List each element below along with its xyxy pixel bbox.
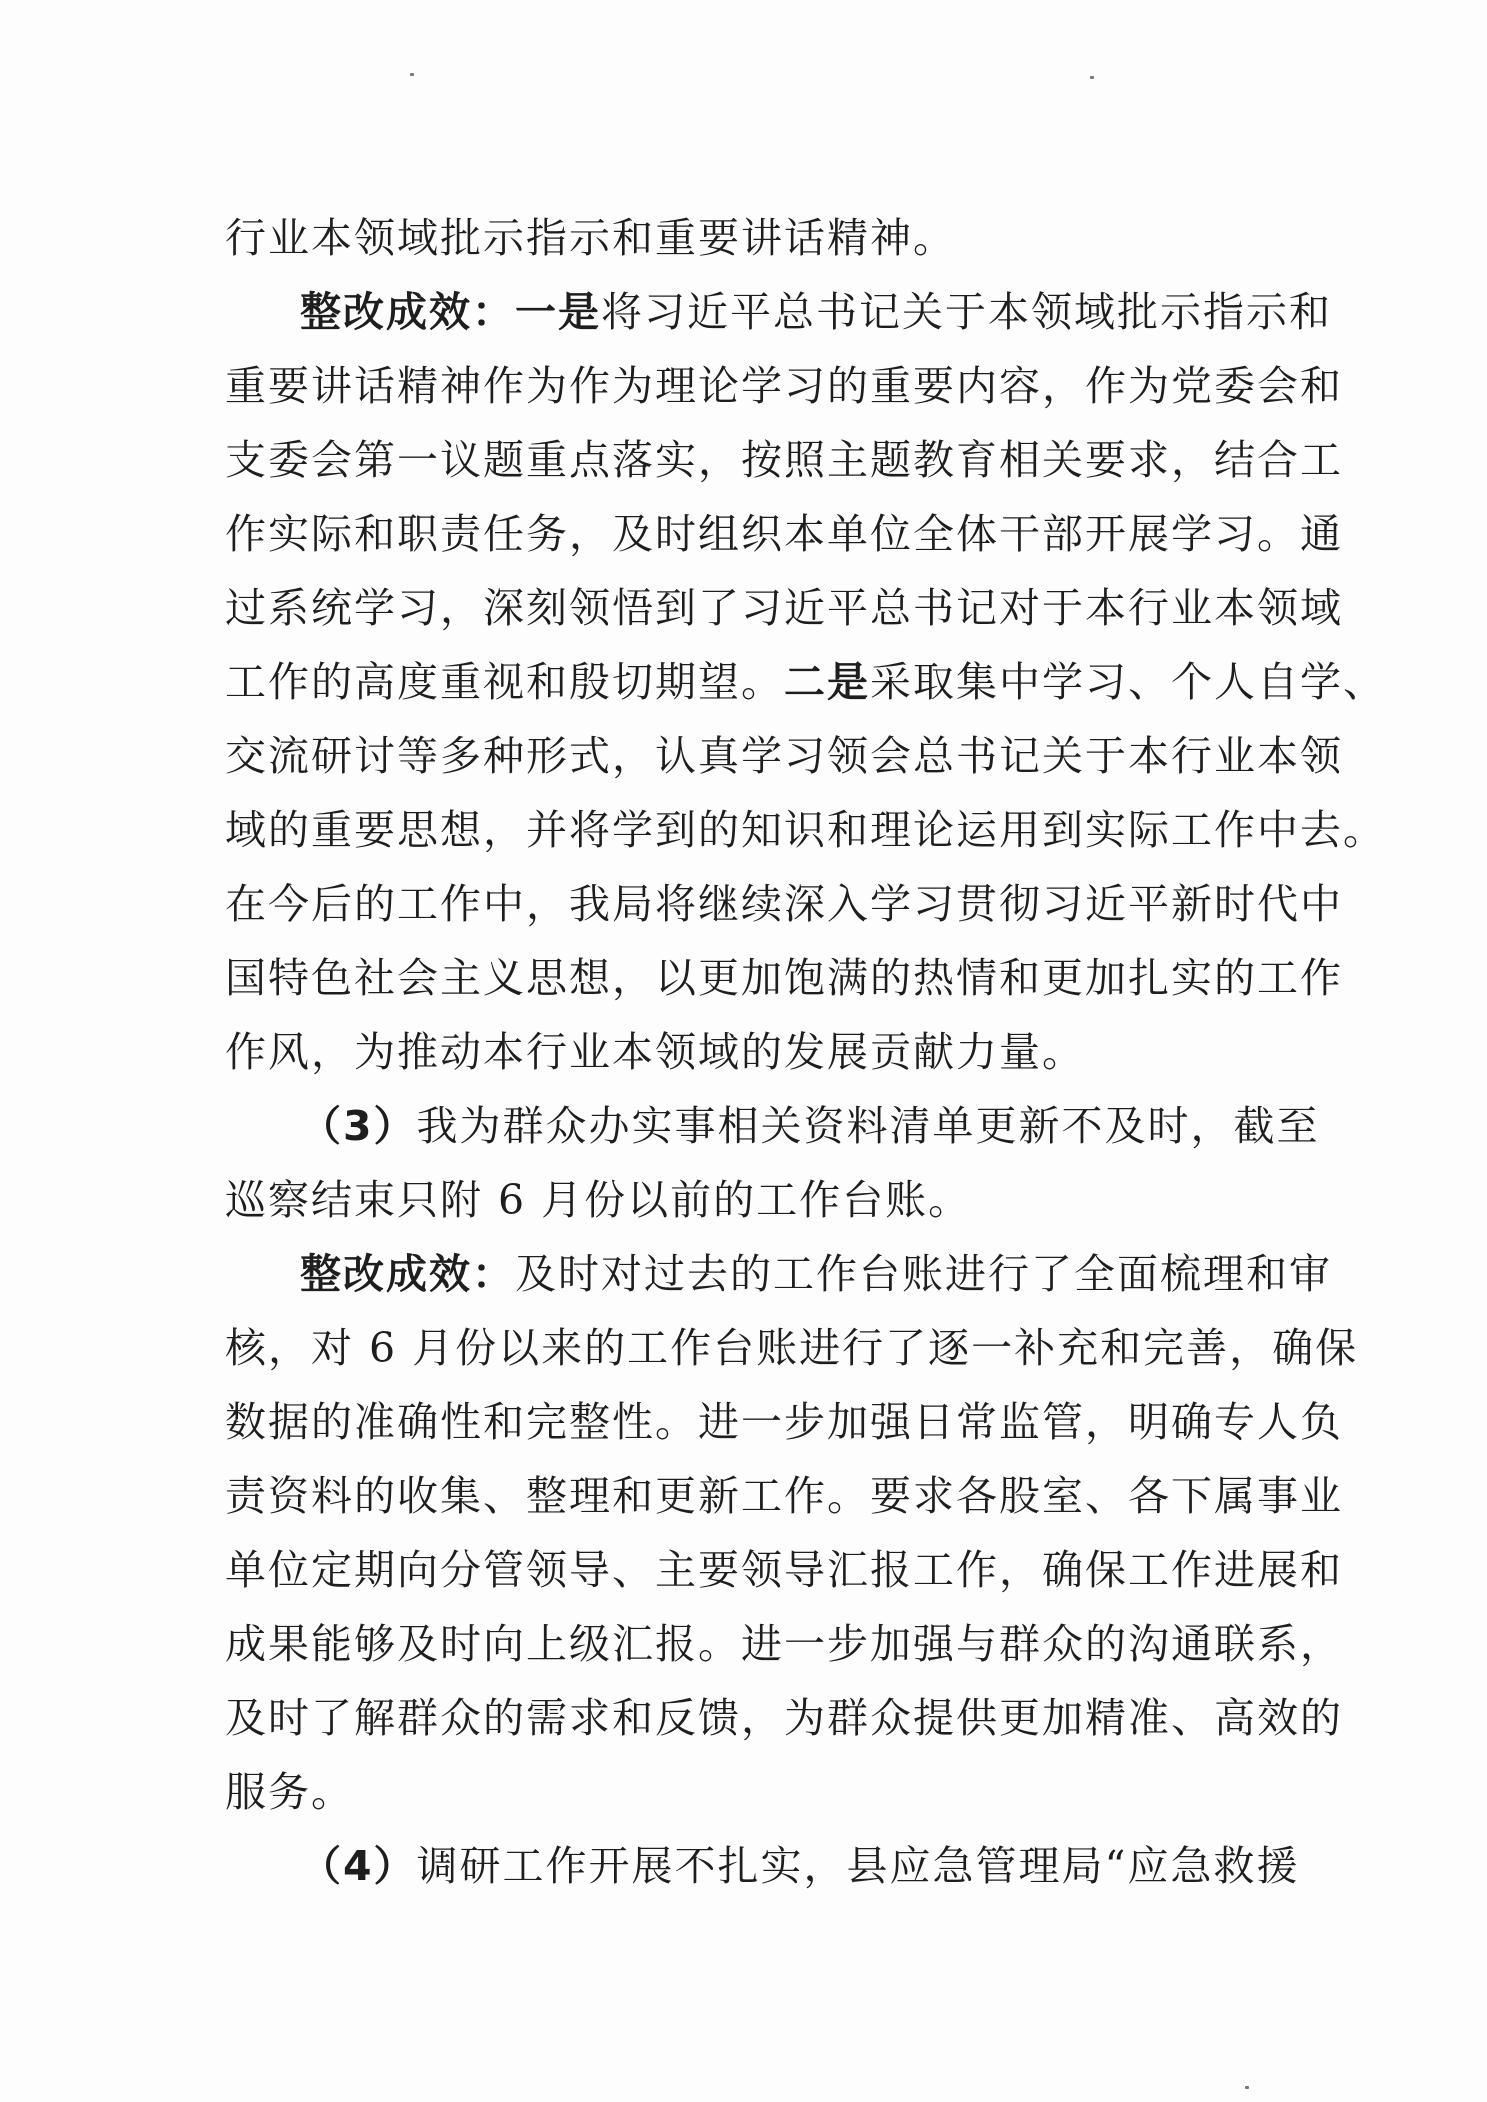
text-line (300, 287, 1332, 337)
text-run: 重要讲话精神作为作为理论学习的重要内容，作为党委会和 (225, 362, 1343, 410)
text-line (225, 879, 1343, 929)
item-number: （3） (300, 1102, 417, 1150)
text-line (225, 805, 1386, 855)
text-line (225, 1619, 1343, 1669)
rectification-result-label: 整改成效： (300, 1250, 515, 1298)
text-run: 巡察结束只附 6 月份以前的工作台账。 (225, 1176, 972, 1224)
text-run: 将习近平总书记关于本领域批示指示和 (601, 288, 1332, 336)
rectification-result-label: 整改成效： (300, 288, 515, 336)
text-run: 国特色社会主义思想，以更加饱满的热情和更加扎实的工作 (225, 954, 1343, 1002)
text-run: 过系统学习，深刻领悟到了习近平总书记对于本行业本领域 (225, 584, 1343, 632)
text-run: 单位定期向分管领导、主要领导汇报工作，确保工作进展和 (225, 1546, 1343, 1594)
text-run: 核，对 6 月份以来的工作台账进行了逐一补充和完善，确保 (225, 1324, 1359, 1372)
item-number: （4） (300, 1842, 417, 1890)
scan-speck (410, 73, 414, 76)
scan-speck (1090, 76, 1094, 79)
text-run: 域的重要思想，并将学到的知识和理论运用到实际工作中去。 (225, 806, 1386, 854)
first-point-marker: 一是 (515, 288, 601, 336)
text-line (300, 1101, 1320, 1151)
text-line (225, 731, 1343, 781)
text-line (225, 583, 1343, 633)
text-line (225, 1175, 971, 1225)
text-line (225, 953, 1343, 1003)
text-line (225, 1471, 1343, 1521)
text-run: 数据的准确性和完整性。进一步加强日常监管，明确专人负 (225, 1398, 1343, 1446)
text-line (225, 435, 1343, 485)
text-line (225, 361, 1343, 411)
text-run: 我为群众办实事相关资料清单更新不及时，截至 (416, 1102, 1320, 1150)
text-line (225, 213, 956, 263)
text-line (225, 1323, 1358, 1373)
text-line (300, 1249, 1332, 1299)
text-run: 作风，为推动本行业本领域的发展贡献力量。 (225, 1028, 1085, 1076)
text-line (225, 1397, 1343, 1447)
text-line (225, 1027, 1085, 1077)
text-run: 在今后的工作中，我局将继续深入学习贯彻习近平新时代中 (225, 880, 1343, 928)
text-run: 交流研讨等多种形式，认真学习领会总书记关于本行业本领 (225, 732, 1343, 780)
text-run: 及时对过去的工作台账进行了全面梳理和审 (515, 1250, 1332, 1298)
text-run: 责资料的收集、整理和更新工作。要求各股室、各下属事业 (225, 1472, 1343, 1520)
text-line (225, 657, 1386, 707)
text-line (225, 1693, 1343, 1743)
text-run: 及时了解群众的需求和反馈，为群众提供更加精准、高效的 (225, 1694, 1343, 1742)
text-run: 成果能够及时向上级汇报。进一步加强与群众的沟通联系， (225, 1620, 1343, 1668)
text-line (225, 509, 1343, 559)
scan-speck (1245, 2086, 1249, 2089)
text-line (225, 1545, 1343, 1595)
text-line (300, 1841, 1300, 1891)
text-line (225, 1767, 354, 1817)
text-run: 采取集中学习、个人自学、 (870, 658, 1386, 706)
text-run: 作实际和职责任务，及时组织本单位全体干部开展学习。通 (225, 510, 1343, 558)
text-run: 调研工作开展不扎实，县应急管理局“应急救援 (416, 1842, 1300, 1890)
text-run: 支委会第一议题重点落实，按照主题教育相关要求，结合工 (225, 436, 1343, 484)
second-point-marker: 二是 (784, 658, 870, 706)
text-run: 行业本领域批示指示和重要讲话精神。 (225, 214, 956, 262)
text-run: 服务。 (225, 1768, 354, 1816)
text-run: 工作的高度重视和殷切期望。 (225, 658, 784, 706)
